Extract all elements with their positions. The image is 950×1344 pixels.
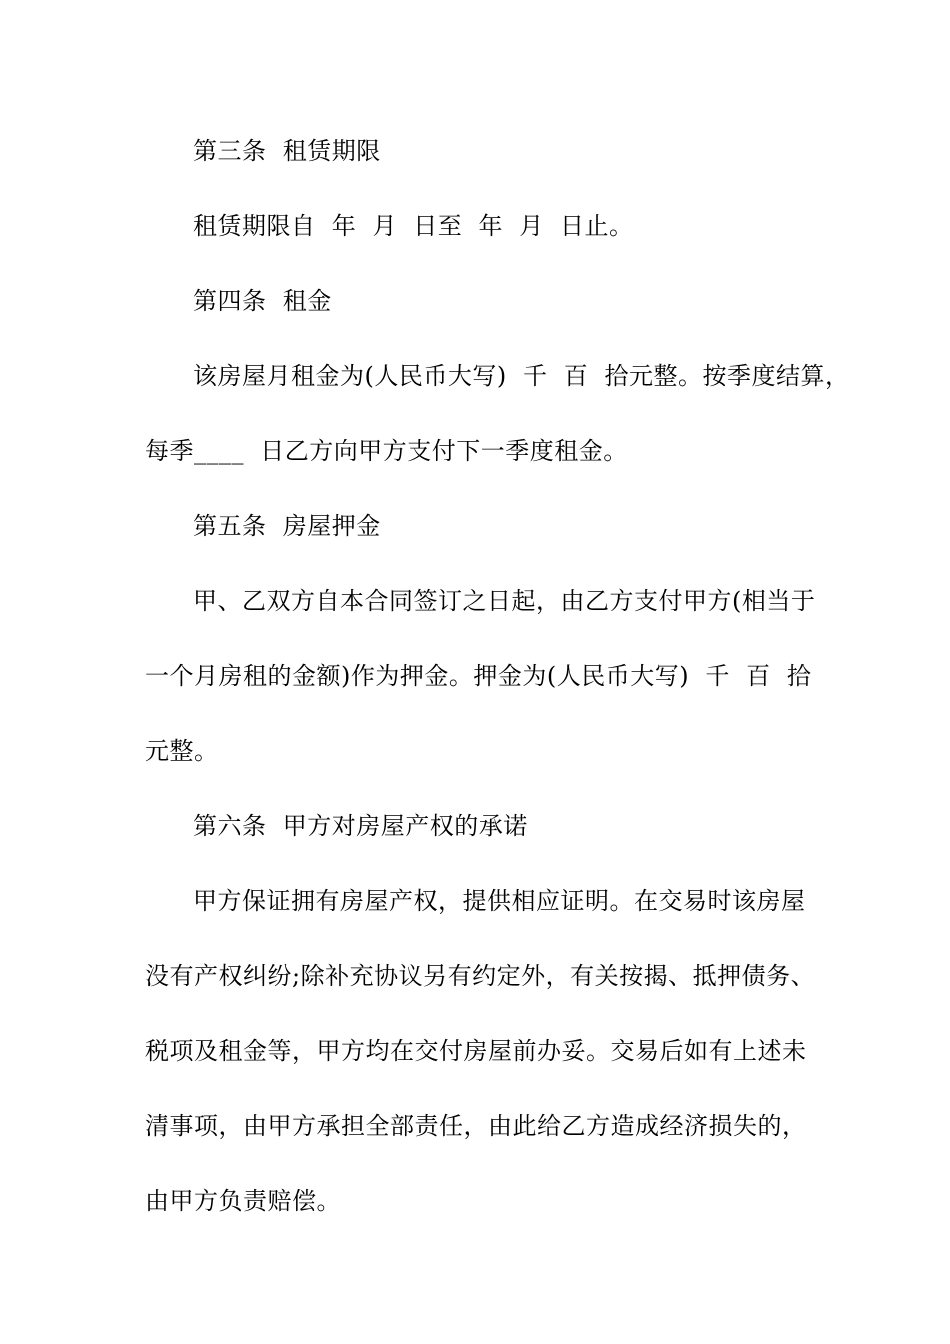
article-6-text-line-2: 没有产权纠纷;除补充协议另有约定外，有关按揭、抵押债务、: [145, 962, 816, 990]
article-3-heading: 第三条 租赁期限: [193, 137, 381, 165]
article-3-text: 租赁期限自 年 月 日至 年 月 日止。: [193, 212, 634, 240]
article-4-text-line-2: 每季____ 日乙方向甲方支付下一季度租金。: [145, 437, 628, 465]
article-5-text-line-2: 一个月房租的金额)作为押金。押金为(人民币大写) 千 百 拾: [145, 662, 812, 690]
article-5-text-line-1: 甲、乙双方自本合同签订之日起，由乙方支付甲方(相当于: [193, 587, 816, 615]
article-4-text-line-1: 该房屋月租金为(人民币大写) 千 百 拾元整。按季度结算，: [193, 362, 850, 390]
article-6-text-line-1: 甲方保证拥有房屋产权，提供相应证明。在交易时该房屋: [193, 887, 806, 915]
article-6-text-line-5: 由甲方负责赔偿。: [145, 1187, 341, 1215]
article-6-heading: 第六条 甲方对房屋产权的承诺: [193, 812, 528, 840]
article-6-text-line-4: 清事项，由甲方承担全部责任，由此给乙方造成经济损失的，: [145, 1112, 807, 1140]
article-6-text-line-3: 税项及租金等，甲方均在交付房屋前办妥。交易后如有上述未: [145, 1037, 807, 1065]
article-5-heading: 第五条 房屋押金: [193, 512, 381, 540]
article-4-heading: 第四条 租金: [193, 287, 332, 315]
article-5-text-line-3: 元整。: [145, 737, 219, 765]
